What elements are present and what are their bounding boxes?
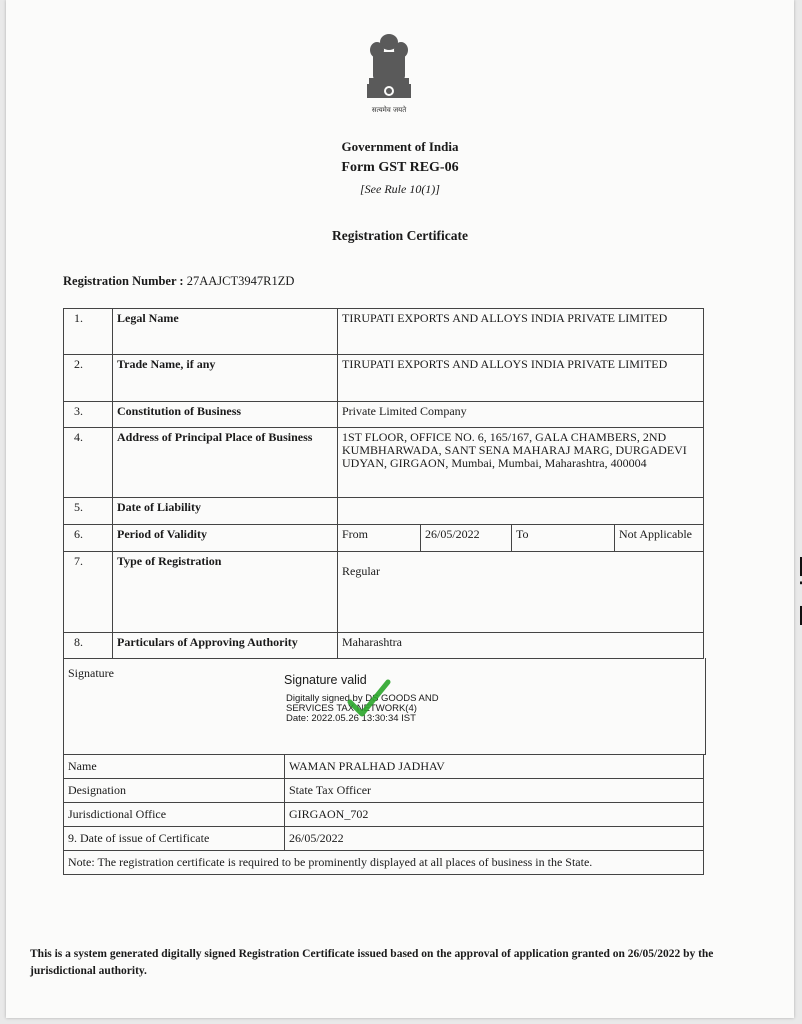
designation-label: Designation (64, 779, 285, 803)
government-heading: Government of India (341, 139, 459, 154)
constitution-value: Private Limited Company (338, 402, 704, 428)
date-of-issue-label: 9. Date of issue of Certificate (64, 827, 285, 851)
table-row (64, 552, 704, 633)
validity-to-label: To (512, 525, 615, 551)
jurisdictional-office-label: Jurisdictional Office (64, 803, 285, 827)
national-emblem-icon (361, 28, 417, 118)
type-of-registration-cell (338, 552, 704, 633)
designation-value: State Tax Officer (285, 779, 704, 803)
period-of-validity-label: Period of Validity (113, 525, 338, 552)
row-number: 5. (64, 498, 113, 525)
row-number: 2. (64, 355, 113, 402)
table-row (64, 803, 704, 827)
trade-name-label: Trade Name, if any (113, 355, 338, 402)
constitution-label: Constitution of Business (113, 402, 338, 428)
checkmark-icon (346, 676, 392, 722)
signed-date-line: Date: 2022.05.26 13:30:34 IST (286, 713, 416, 724)
display-note: Note: The registration certificate is required to be prominently displayed at all places of business in the State. (64, 851, 704, 875)
table-row (64, 827, 704, 851)
row-number: 6. (64, 525, 113, 552)
validity-to-value: Not Applicable (619, 527, 692, 541)
registration-number (63, 274, 294, 289)
row-number: 8. (64, 633, 113, 659)
validity-from-label: From (338, 525, 421, 551)
registration-number-value: 27AAJCT3947R1ZD (186, 274, 295, 288)
table-row (64, 755, 704, 779)
form-title: Form GST REG-06 (341, 160, 459, 175)
validity-from-value: 26/05/2022 (421, 525, 512, 551)
certificate-title: Registration Certificate (331, 228, 469, 243)
address-label: Address of Principal Place of Business (113, 428, 338, 498)
address-value: 1ST FLOOR, OFFICE NO. 6, 165/167, GALA CHAMBERS, 2ND KUMBHARWADA, SANT SENA MAHARAJ MARG, DURGADEVI UDYAN, GIRGAON, Mumbai, Mumbai, Maharashtra, 400004 (338, 428, 704, 498)
emblem-motto: सत्यमेव जयते (371, 106, 407, 114)
table-row (64, 851, 704, 875)
signer-org-line: SERVICES TAX NETWORK(4) (286, 703, 417, 714)
type-of-registration-value: Regular (342, 564, 380, 578)
table-row (64, 355, 704, 402)
officer-name-value: WAMAN PRALHAD JADHAV (285, 755, 704, 779)
signature-status: Signature valid (284, 673, 367, 687)
trade-name-value: TIRUPATI EXPORTS AND ALLOYS INDIA PRIVATE LIMITED (338, 355, 704, 402)
row-number: 3. (64, 402, 113, 428)
signature-box (63, 658, 706, 755)
date-of-liability-value (338, 498, 704, 525)
registration-number-label: Registration Number : (63, 274, 184, 288)
rule-reference: [See Rule 10(1)] (360, 182, 440, 196)
date-of-liability-label: Date of Liability (113, 498, 338, 525)
certificate-page (6, 0, 794, 1018)
type-of-registration-label: Type of Registration (113, 552, 338, 633)
table-row (64, 309, 704, 355)
approving-authority-value: Maharashtra (338, 633, 704, 659)
table-row (64, 428, 704, 498)
registration-details-table (63, 308, 704, 659)
table-row (64, 525, 704, 552)
period-of-validity-cell (338, 525, 704, 552)
date-of-issue-value: 26/05/2022 (285, 827, 704, 851)
row-number: 1. (64, 309, 113, 355)
footer-disclaimer: This is a system generated digitally signed Registration Certificate issued based on the approval of application granted on 26/05/2022 by the jurisdictional authority. (30, 948, 714, 977)
row-number: 4. (64, 428, 113, 498)
officer-details-table (63, 754, 704, 875)
table-row (64, 402, 704, 428)
signed-by-line: Digitally signed by DS GOODS AND (286, 693, 439, 704)
legal-name-value: TIRUPATI EXPORTS AND ALLOYS INDIA PRIVATE LIMITED (338, 309, 704, 355)
officer-name-label: Name (64, 755, 285, 779)
table-row (64, 498, 704, 525)
approving-authority-label: Particulars of Approving Authority (113, 633, 338, 659)
row-number: 7. (64, 552, 113, 633)
legal-name-label: Legal Name (113, 309, 338, 355)
signature-label: Signature (68, 666, 114, 680)
jurisdictional-office-value: GIRGAON_702 (285, 803, 704, 827)
table-row (64, 779, 704, 803)
table-row (64, 633, 704, 659)
